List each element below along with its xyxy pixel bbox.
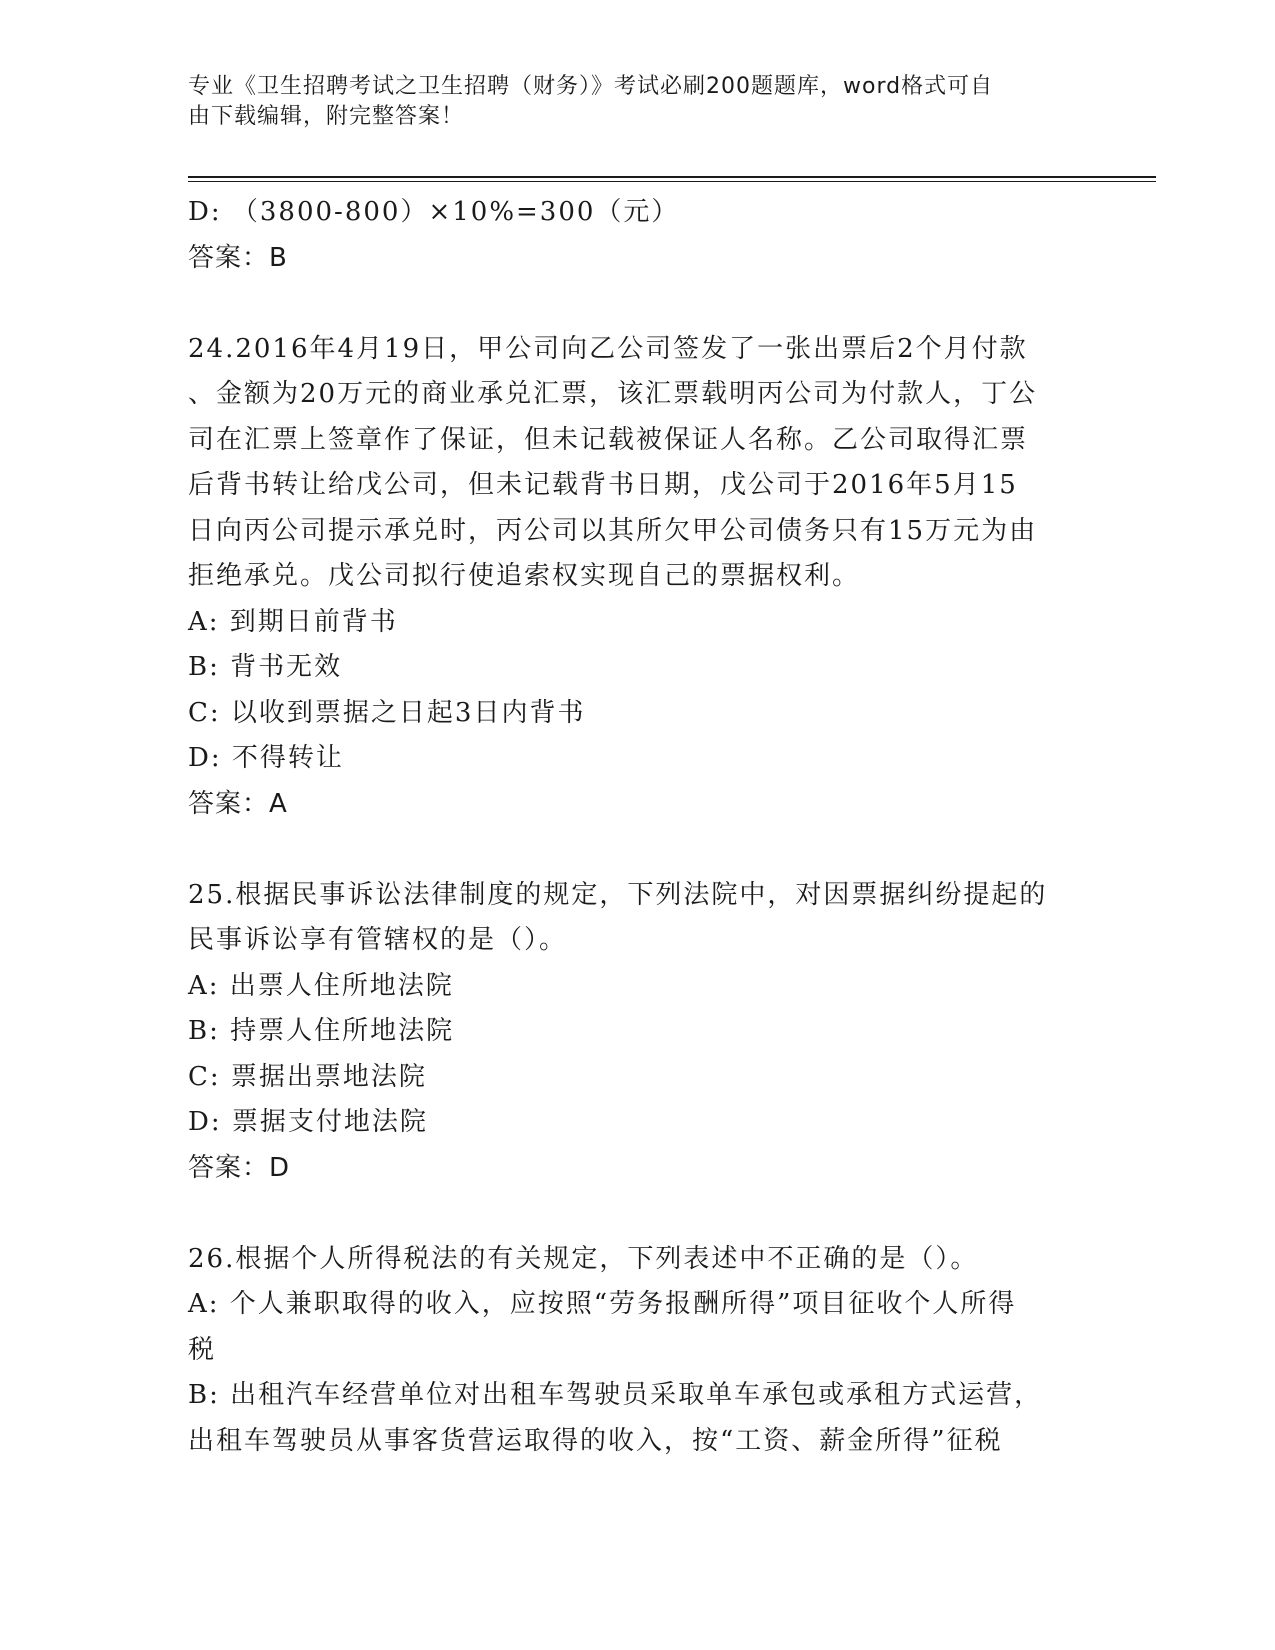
spacer	[188, 827, 1088, 873]
question-24-option-d: D: 不得转让	[188, 743, 344, 773]
page-header	[188, 72, 1068, 132]
header-divider-thin	[188, 181, 1156, 182]
prev-question-option-d: D: （3800-800）×10%=300（元）	[188, 197, 680, 227]
question-26-option-a-line: 税	[188, 1334, 217, 1365]
question-24-stem-line: 后背书转让给戊公司，但未记载背书日期，戊公司于2016年5月15	[188, 470, 1018, 500]
question-26-option-b-line: B: 出租汽车经营单位对出租车驾驶员采取单车承包或承租方式运营，	[188, 1380, 1043, 1410]
header-title-line-1: 专业《卫生招聘考试之卫生招聘（财务）》考试必刷200题题库，word格式可自	[188, 74, 994, 99]
question-25-option-d: D: 票据支付地法院	[188, 1107, 428, 1137]
spacer	[188, 281, 1088, 327]
prev-question-answer: 答案：B	[188, 242, 288, 273]
header-divider-thick	[188, 176, 1156, 178]
question-26-option-b-line: 出租车驾驶员从事客货营运取得的收入，按“工资、薪金所得”征税	[188, 1425, 1003, 1456]
spacer	[188, 1191, 1088, 1237]
question-24-stem-line: 日向丙公司提示承兑时，丙公司以其所欠甲公司债务只有15万元为由	[188, 515, 1038, 546]
question-24-option-b: B: 背书无效	[188, 652, 343, 682]
question-25-stem-line: 民事诉讼享有管辖权的是（）。	[188, 925, 568, 955]
question-26	[188, 1237, 1088, 1465]
question-24-stem-line: 拒绝承兑。戊公司拟行使追索权实现自己的票据权利。	[188, 561, 861, 591]
question-24-stem-line: 24.2016年4月19日，甲公司向乙公司签发了一张出票后2个月付款	[188, 333, 1028, 364]
header-title-line-2: 由下载编辑，附完整答案！	[188, 104, 465, 129]
question-25-stem-line: 25.根据民事诉讼法律制度的规定，下列法院中，对因票据纠纷提起的	[188, 879, 1048, 910]
question-26-stem-line: 26.根据个人所得税法的有关规定，下列表述中不正确的是（）。	[188, 1243, 979, 1274]
question-25-option-c: C: 票据出票地法院	[188, 1061, 427, 1092]
question-25	[188, 873, 1088, 1192]
document-body	[188, 190, 1088, 1464]
question-24-stem-line: 司在汇票上签章作了保证，但未记载被保证人名称。乙公司取得汇票	[188, 424, 1029, 455]
question-25-option-b: B: 持票人住所地法院	[188, 1016, 455, 1046]
question-24-option-a: A: 到期日前背书	[188, 606, 398, 637]
question-26-option-a-line: A: 个人兼职取得的收入，应按照“劳务报酬所得”项目征收个人所得	[188, 1289, 1017, 1319]
question-24-stem-line: 、金额为20万元的商业承兑汇票，该汇票载明丙公司为付款人，丁公	[188, 379, 1038, 409]
question-24-option-c: C: 以收到票据之日起3日内背书	[188, 697, 586, 728]
question-25-answer: 答案：D	[188, 1152, 291, 1183]
question-24-answer: 答案：A	[188, 788, 288, 819]
question-24	[188, 327, 1088, 828]
question-25-option-a: A: 出票人住所地法院	[188, 970, 454, 1001]
